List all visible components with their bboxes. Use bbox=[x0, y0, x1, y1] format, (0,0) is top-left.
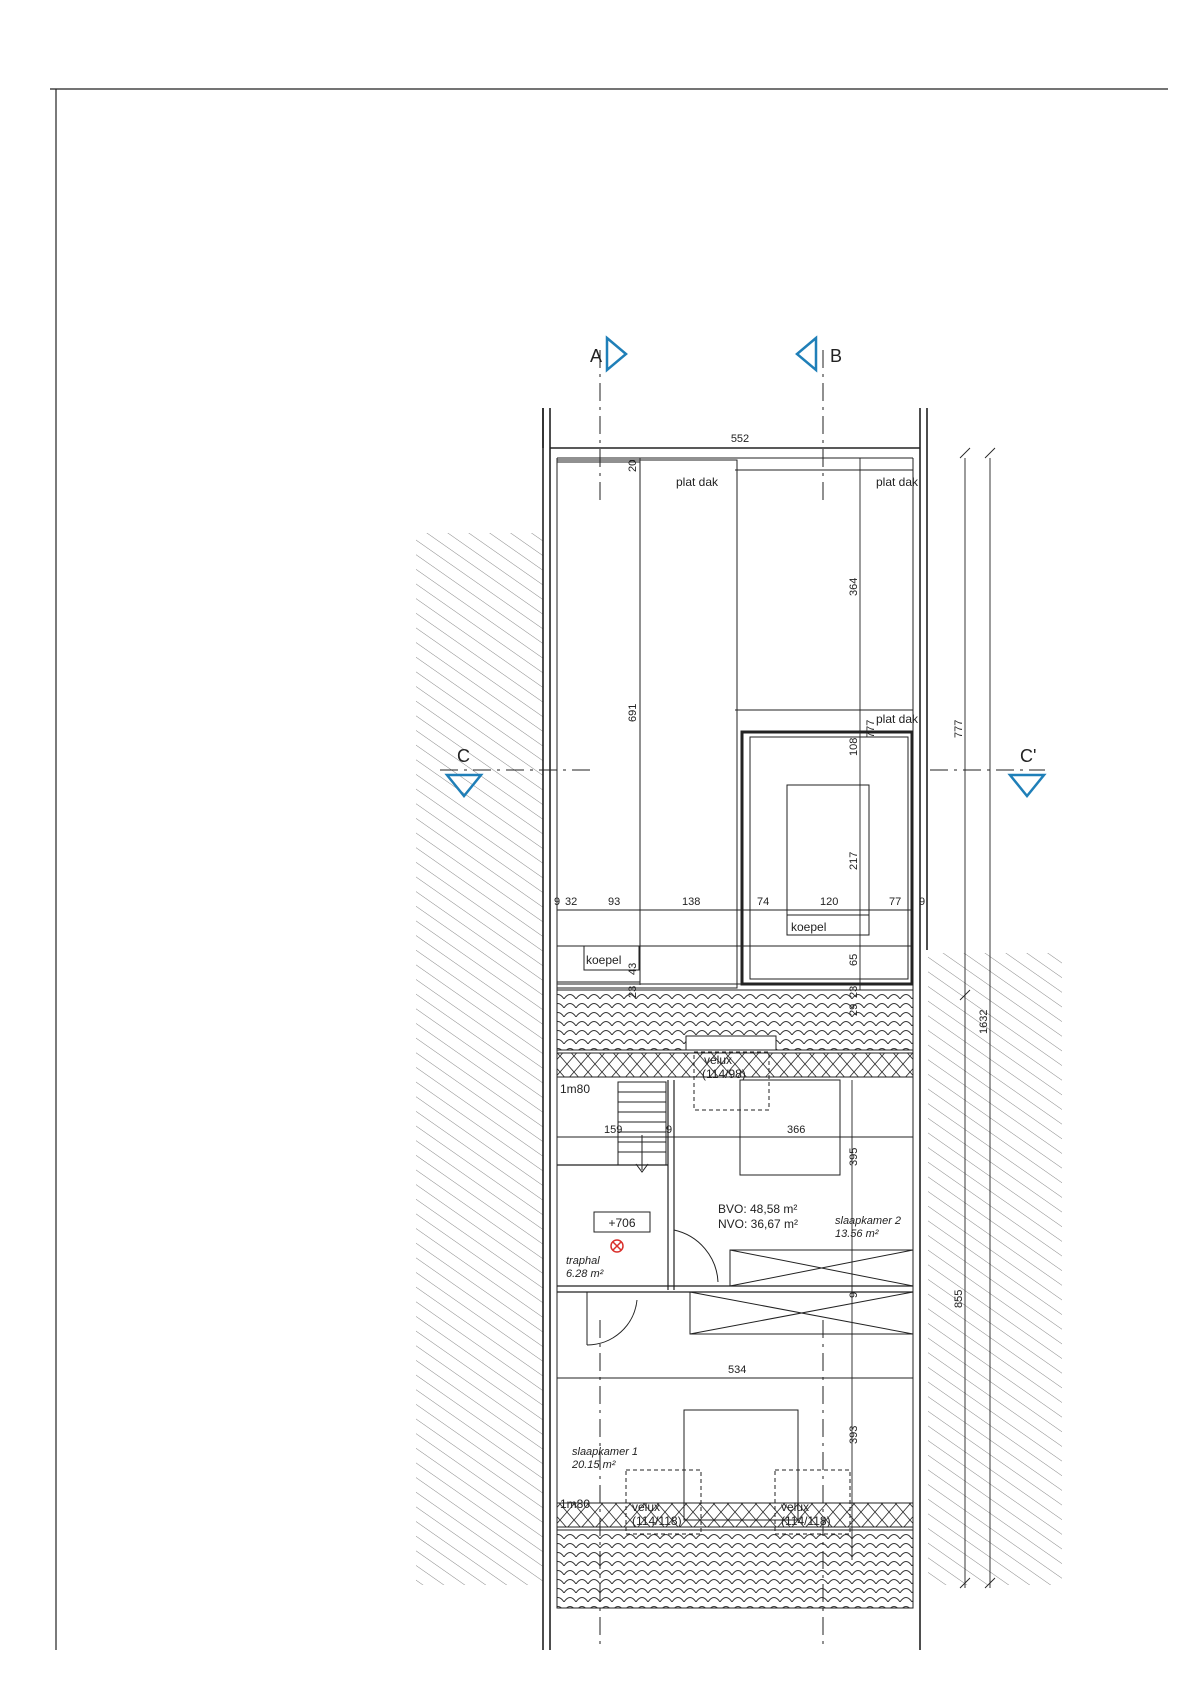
nvo-area: NVO: 36,67 m² bbox=[718, 1217, 799, 1231]
dim-20: 20 bbox=[627, 459, 639, 472]
roof-tiles-bottom bbox=[557, 1530, 913, 1608]
dim-691: 691 bbox=[627, 703, 639, 722]
dim-552: 552 bbox=[730, 433, 750, 445]
dim-43: 43 bbox=[627, 962, 639, 975]
dim-217: 217 bbox=[848, 851, 860, 870]
room-slaapkamer-2-name: slaapkamer 2 bbox=[835, 1215, 902, 1227]
koepel-label-2: koepel bbox=[791, 920, 827, 934]
dim-777-outer: 777 bbox=[953, 719, 965, 738]
dim-74: 74 bbox=[757, 896, 770, 908]
velux-top-frame bbox=[686, 1036, 776, 1050]
plat-dak-label-1: plat dak bbox=[676, 475, 719, 489]
dim-1632: 1632 bbox=[978, 1009, 990, 1034]
dim-23-right: 23 bbox=[848, 985, 860, 998]
dim-9-lower: 9 bbox=[848, 1291, 860, 1298]
section-b-triangle-icon bbox=[797, 338, 816, 370]
plat-dak-label-2: plat dak bbox=[876, 475, 919, 489]
plat-dak-label-3: plat dak bbox=[876, 712, 919, 726]
section-b-label: B bbox=[830, 346, 843, 366]
velux-top-label: velux bbox=[704, 1053, 733, 1067]
section-a-label: A bbox=[590, 346, 603, 366]
left-neighbour-hatch bbox=[416, 533, 543, 1585]
dim-395: 395 bbox=[848, 1147, 860, 1166]
dim-855: 855 bbox=[953, 1289, 965, 1308]
velux-right-label: velux bbox=[781, 1500, 810, 1514]
velux-right-size: (114/118) bbox=[781, 1514, 831, 1528]
section-a-triangle-icon bbox=[607, 338, 626, 370]
dim-23-left: 23 bbox=[627, 985, 639, 998]
dim-9-mid: 9 bbox=[666, 1124, 673, 1136]
dim-29: 29 bbox=[848, 1003, 860, 1016]
dim-534: 534 bbox=[728, 1364, 747, 1376]
height-label-bottom: 1m80 bbox=[560, 1497, 591, 1511]
dim-108: 108 bbox=[848, 737, 860, 756]
room-traphal-name: traphal bbox=[566, 1255, 600, 1267]
stair bbox=[618, 1082, 666, 1172]
dim-120: 120 bbox=[820, 896, 839, 908]
dim-65: 65 bbox=[848, 953, 860, 966]
height-label-top: 1m80 bbox=[560, 1082, 591, 1096]
level-label: +706 bbox=[608, 1216, 636, 1230]
insulation-bottom bbox=[557, 1503, 913, 1527]
room-slaapkamer-2-area: 13.56 m² bbox=[835, 1228, 879, 1240]
velux-left-size: (114/118) bbox=[632, 1514, 682, 1528]
velux-top-size: (114/98) bbox=[702, 1067, 746, 1081]
dim-364: 364 bbox=[848, 577, 860, 596]
bvo-area: BVO: 48,58 m² bbox=[718, 1202, 798, 1216]
dim-138: 138 bbox=[682, 896, 701, 908]
velux-left-label: velux bbox=[632, 1500, 661, 1514]
dim-77: 77 bbox=[889, 896, 902, 908]
section-c-prime-triangle-icon bbox=[1010, 775, 1044, 796]
furniture bbox=[684, 1080, 913, 1520]
doors bbox=[587, 1230, 718, 1345]
right-neighbour-hatch bbox=[928, 953, 1062, 1585]
dim-159: 159 bbox=[604, 1124, 623, 1136]
level-target-icon bbox=[611, 1240, 623, 1252]
dim-32: 32 bbox=[565, 896, 578, 908]
room-slaapkamer-1-name: slaapkamer 1 bbox=[572, 1446, 639, 1458]
dim-366: 366 bbox=[787, 1124, 806, 1136]
dim-93: 93 bbox=[608, 896, 621, 908]
velux-outlines bbox=[626, 1052, 850, 1534]
dim-9-right: 9 bbox=[919, 896, 926, 908]
section-c-prime-label: C' bbox=[1020, 746, 1037, 766]
dim-777-inner: 777 bbox=[865, 719, 877, 738]
room-slaapkamer-1-area: 20.15 m² bbox=[572, 1459, 616, 1471]
koepel-label-1: koepel bbox=[586, 953, 622, 967]
room-traphal-area: 6.28 m² bbox=[566, 1268, 604, 1280]
section-c-label: C bbox=[457, 746, 470, 766]
dim-393: 393 bbox=[848, 1425, 860, 1444]
dim-9-left: 9 bbox=[554, 896, 561, 908]
